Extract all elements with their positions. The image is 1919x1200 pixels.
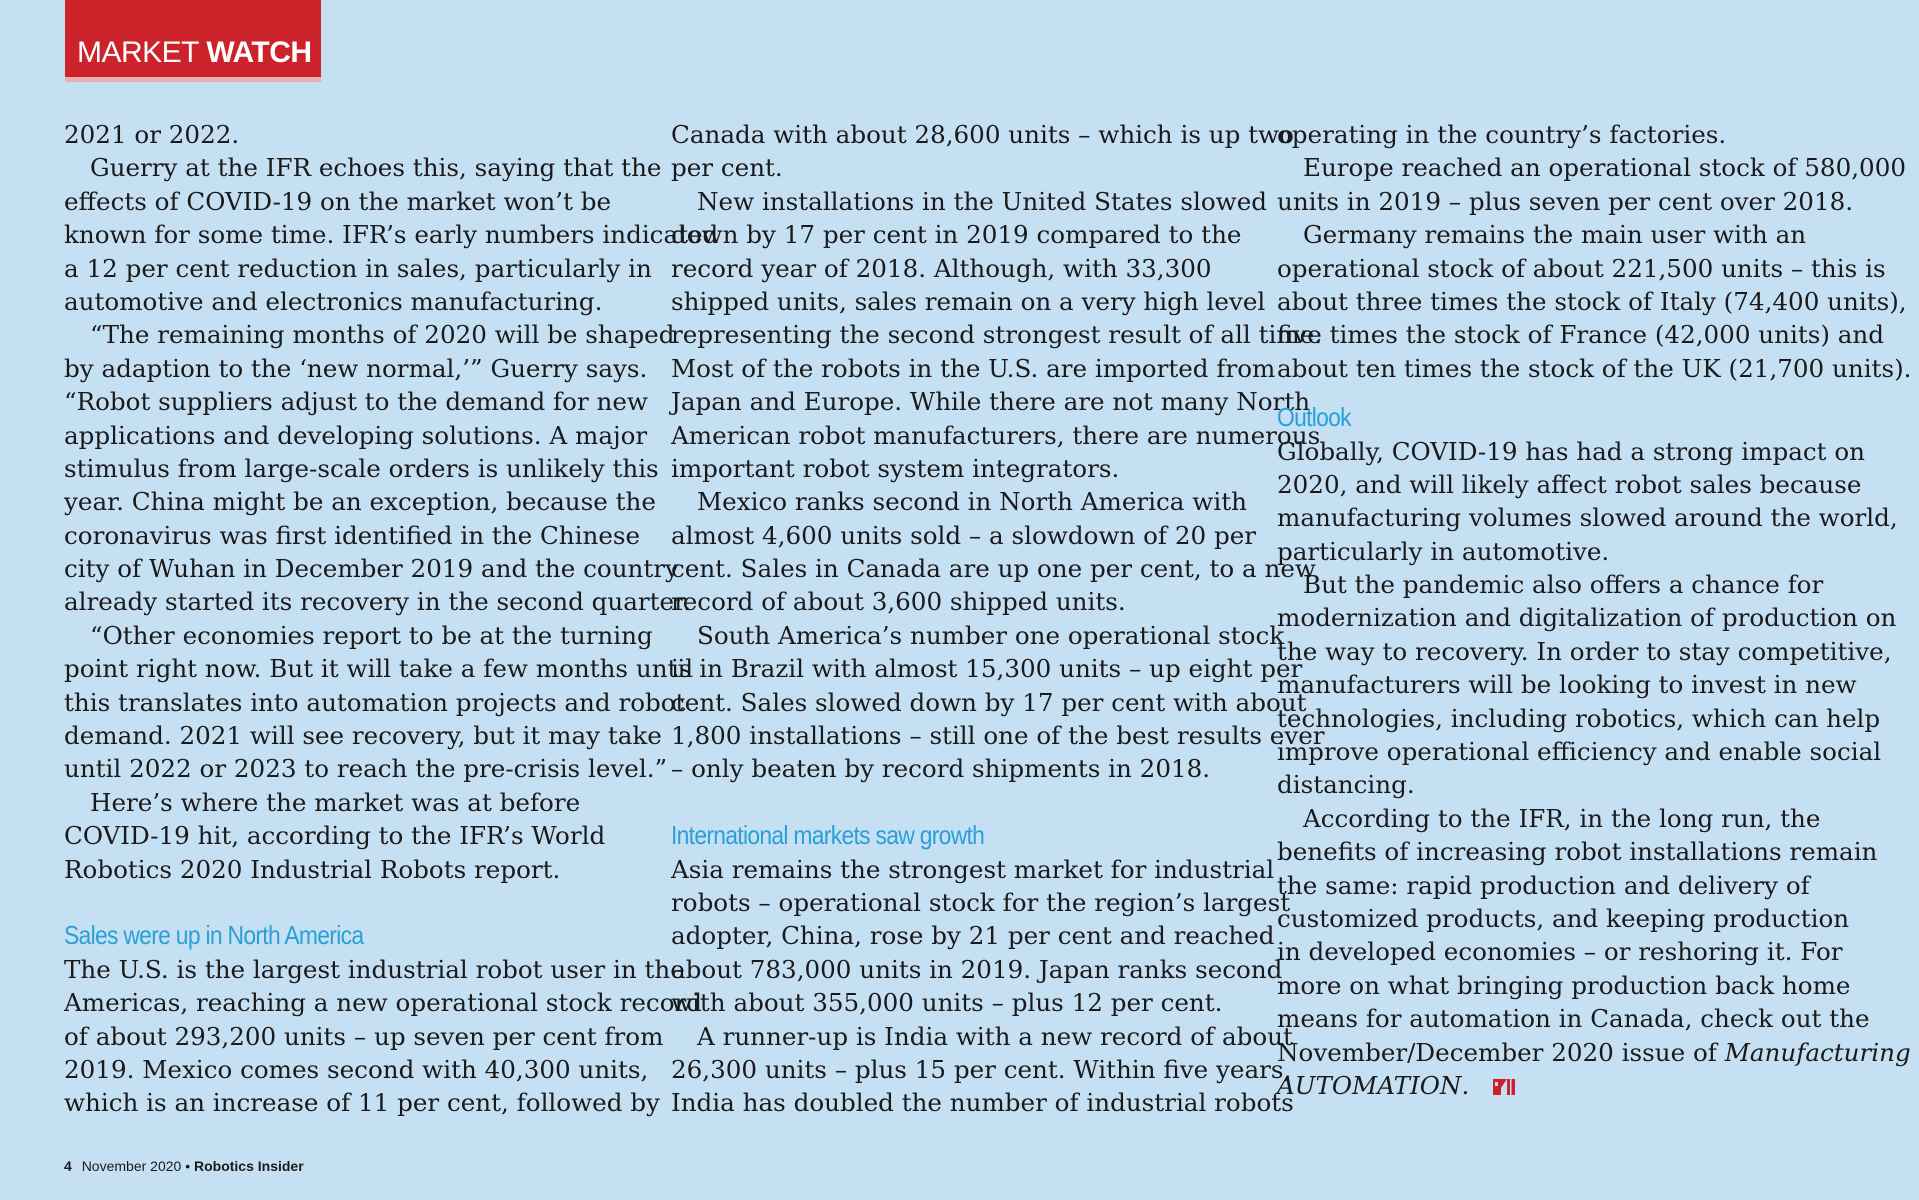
text-line: New installations in the United States slowed bbox=[697, 186, 1268, 216]
text-line: down by 17 per cent in 2019 compared to the bbox=[671, 220, 1242, 250]
text-line: distancing. bbox=[1277, 770, 1415, 800]
text-line: operating in the country’s factories. bbox=[1277, 120, 1727, 149]
text-line: shipped units, sales remain on a very high level bbox=[671, 286, 1266, 316]
text-line: five times the stock of France (42,000 units) and bbox=[1277, 320, 1885, 350]
article-column-3 bbox=[1277, 118, 1912, 1102]
text-line: the same: rapid production and delivery of bbox=[1277, 870, 1810, 900]
text-line: 2020, and will likely affect robot sales because bbox=[1277, 469, 1862, 499]
header-rule bbox=[65, 77, 321, 82]
text-line: with about 355,000 units – plus 12 per cent. bbox=[671, 988, 1223, 1018]
text-line: – only beaten by record shipments in 2018. bbox=[671, 754, 1211, 784]
text-line: almost 4,600 units sold – a slowdown of 20 per bbox=[671, 520, 1257, 550]
text-line: 2021 or 2022. bbox=[64, 120, 240, 149]
text-line: COVID-19 hit, according to the IFR’s World bbox=[64, 821, 606, 851]
text-line: “Robot suppliers adjust to the demand for new bbox=[64, 387, 648, 417]
text-fragment: November/December 2020 issue of bbox=[1277, 1037, 1717, 1067]
magazine-title-italic: AUTOMATION bbox=[1277, 1070, 1462, 1100]
page-footer bbox=[64, 1158, 304, 1174]
text-line: demand. 2021 will see recovery, but it may take bbox=[64, 721, 662, 751]
paragraph-gap bbox=[1277, 385, 1862, 401]
text-line: Asia remains the strongest market for industrial bbox=[671, 854, 1275, 884]
text-line: India has doubled the number of industrial robots bbox=[671, 1088, 1294, 1118]
text-line: “The remaining months of 2020 will be shaped bbox=[90, 320, 675, 350]
text-line: record of about 3,600 shipped units. bbox=[671, 587, 1126, 617]
text-line: Here’s where the market was at before bbox=[90, 787, 581, 817]
text-line: “Other economies report to be at the turning bbox=[90, 620, 653, 650]
text-line: per cent. bbox=[671, 153, 783, 183]
ri-logo-end-mark-icon bbox=[1493, 1079, 1515, 1095]
text-line: Americas, reaching a new operational stock record bbox=[64, 988, 703, 1018]
text-line: is in Brazil with almost 15,300 units – up eight per bbox=[671, 654, 1303, 684]
publication-name: Robotics Insider bbox=[193, 1158, 304, 1174]
text-line: According to the IFR, in the long run, the bbox=[1303, 803, 1821, 833]
text-line: operational stock of about 221,500 units – this is bbox=[1277, 253, 1886, 283]
text-line: year. China might be an exception, because the bbox=[64, 487, 656, 517]
text-line: 2019. Mexico comes second with 40,300 units, bbox=[64, 1054, 649, 1084]
text-line: But the pandemic also offers a chance for bbox=[1303, 570, 1824, 600]
magazine-title-italic: Manufacturing bbox=[1724, 1037, 1911, 1067]
text-line: A runner-up is India with a new record of about bbox=[697, 1021, 1293, 1051]
section-label-bold: WATCH bbox=[206, 36, 312, 69]
paragraph-gap bbox=[671, 786, 1256, 819]
text-line: Canada with about 28,600 units – which is up two bbox=[671, 120, 1294, 149]
market-watch-header bbox=[65, 0, 321, 82]
section-label bbox=[77, 36, 312, 70]
text-line: robots – operational stock for the region’s largest bbox=[671, 887, 1291, 917]
text-line: adopter, China, rose by 21 per cent and reached bbox=[671, 921, 1275, 951]
text-fragment: . bbox=[1461, 1070, 1470, 1100]
text-line: The U.S. is the largest industrial robot user in the bbox=[64, 954, 685, 984]
subhead-outlook: Outlook bbox=[1277, 402, 1351, 433]
text-line: about ten times the stock of the UK (21,700 units). bbox=[1277, 353, 1912, 383]
text-line: a 12 per cent reduction in sales, particularly in bbox=[64, 253, 652, 283]
text-line: record year of 2018. Although, with 33,300 bbox=[671, 253, 1212, 283]
text-line: the way to recovery. In order to stay competitive, bbox=[1277, 636, 1892, 666]
text-line: coronavirus was first identified in the Chinese bbox=[64, 520, 641, 550]
text-line bbox=[1277, 1069, 1862, 1102]
text-line: 26,300 units – plus 15 per cent. Within five years, bbox=[671, 1054, 1292, 1084]
text-line: Mexico ranks second in North America with bbox=[697, 487, 1247, 517]
text-line: known for some time. IFR’s early numbers indicated bbox=[64, 220, 719, 250]
text-line: means for automation in Canada, check out the bbox=[1277, 1004, 1870, 1034]
text-line: Germany remains the main user with an bbox=[1303, 220, 1807, 250]
text-line: Robotics 2020 Industrial Robots report. bbox=[64, 854, 561, 884]
text-line: important robot system integrators. bbox=[671, 453, 1120, 483]
section-label-light: MARKET bbox=[77, 36, 199, 69]
text-line: about three times the stock of Italy (74,400 units), bbox=[1277, 286, 1907, 316]
text-line: representing the second strongest result of all time. bbox=[671, 320, 1323, 350]
text-line bbox=[1277, 1036, 1911, 1069]
text-line: this translates into automation projects and robot bbox=[64, 687, 686, 717]
issue-date: November 2020 • bbox=[81, 1158, 191, 1174]
text-line: South America’s number one operational stock bbox=[697, 620, 1285, 650]
text-line: point right now. But it will take a few months until bbox=[64, 654, 694, 684]
text-line: applications and developing solutions. A major bbox=[64, 420, 648, 450]
text-line: manufacturers will be looking to invest in new bbox=[1277, 670, 1857, 700]
text-line: city of Wuhan in December 2019 and the country bbox=[64, 554, 679, 584]
subhead-sales-north-america: Sales were up in North America bbox=[64, 920, 364, 951]
text-line: customized products, and keeping production bbox=[1277, 903, 1850, 933]
text-line: cent. Sales slowed down by 17 per cent with about bbox=[671, 687, 1307, 717]
text-line: Most of the robots in the U.S. are imported from bbox=[671, 353, 1276, 383]
text-line: stimulus from large-scale orders is unlikely this bbox=[64, 453, 659, 483]
text-line: in developed economies – or reshoring it. For bbox=[1277, 937, 1843, 967]
text-line: already started its recovery in the second quarter. bbox=[64, 587, 691, 617]
text-line: more on what bringing production back home bbox=[1277, 970, 1851, 1000]
text-line: by adaption to the ‘new normal,’” Guerry says. bbox=[64, 353, 648, 383]
text-line: improve operational efficiency and enable social bbox=[1277, 737, 1882, 767]
paragraph-gap bbox=[64, 886, 649, 919]
text-line: technologies, including robotics, which can help bbox=[1277, 703, 1881, 733]
text-line: until 2022 or 2023 to reach the pre-crisis level.” bbox=[64, 754, 668, 784]
subhead-international-markets: International markets saw growth bbox=[671, 820, 985, 851]
text-line: benefits of increasing robot installations remain bbox=[1277, 837, 1878, 867]
text-line: Europe reached an operational stock of 580,000 bbox=[1303, 153, 1906, 183]
text-line: Guerry at the IFR echoes this, saying that the bbox=[90, 153, 662, 183]
text-line: particularly in automotive. bbox=[1277, 536, 1610, 566]
text-line: about 783,000 units in 2019. Japan ranks second bbox=[671, 954, 1283, 984]
text-line: which is an increase of 11 per cent, followed by bbox=[64, 1088, 660, 1118]
article-column-1 bbox=[64, 118, 719, 1120]
text-line: of about 293,200 units – up seven per cent from bbox=[64, 1021, 664, 1051]
text-line: automotive and electronics manufacturing. bbox=[64, 286, 603, 316]
text-line: effects of COVID-19 on the market won’t be bbox=[64, 186, 611, 216]
text-line: modernization and digitalization of production on bbox=[1277, 603, 1897, 633]
page-number: 4 bbox=[64, 1158, 72, 1174]
text-line: Globally, COVID-19 has had a strong impact on bbox=[1277, 436, 1866, 466]
text-line: cent. Sales in Canada are up one per cent, to a new bbox=[671, 554, 1316, 584]
text-line: 1,800 installations – still one of the best results ever bbox=[671, 721, 1325, 751]
text-line: units in 2019 – plus seven per cent over 2018. bbox=[1277, 186, 1854, 216]
text-line: Japan and Europe. While there are not many North bbox=[671, 387, 1311, 417]
text-line: American robot manufacturers, there are numerous bbox=[671, 420, 1321, 450]
text-line: manufacturing volumes slowed around the world, bbox=[1277, 503, 1898, 533]
